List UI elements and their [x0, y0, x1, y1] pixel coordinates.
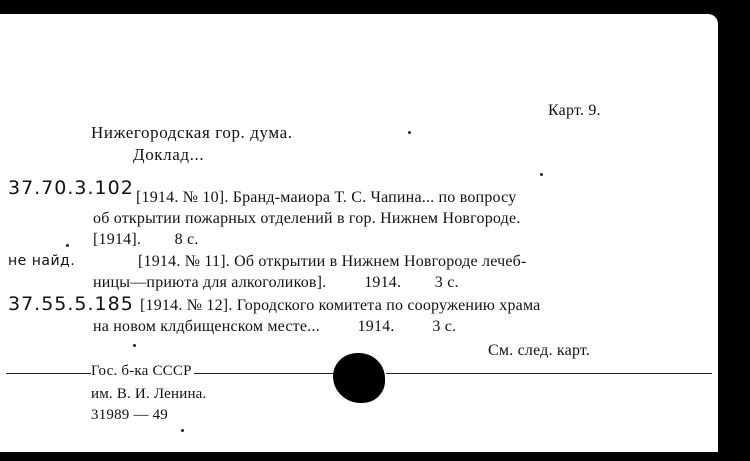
library-stamp-line-2: им. В. И. Ленина. [91, 386, 207, 402]
right-rule [386, 373, 712, 374]
speck [408, 131, 411, 134]
entry-1-line-2: об открытии пожарных отделений в гор. Нижнем Новгороде. [93, 210, 521, 227]
speck [66, 244, 69, 247]
author-heading: Нижегородская гор. дума. [91, 123, 293, 142]
entry-3-line-2: на новом клдбищенском месте... 1914. 3 с. [93, 318, 457, 335]
entry-2-line-1: [1914. № 11]. Об открытии в Нижнем Новгороде лечеб- [138, 253, 527, 270]
entry-1-line-3: [1914]. 8 с. [93, 231, 199, 248]
shelf-mark-2: не найд. [8, 253, 76, 269]
entry-2-line-2: ницы—приюта для алкоголиков]. 1914. 3 с. [93, 274, 459, 291]
speck [540, 173, 543, 176]
library-stamp-line-3: 31989 — 49 [91, 407, 168, 423]
library-stamp-line-1: Гос. б-ка СССР [91, 363, 192, 379]
ink-blot [333, 353, 385, 403]
see-next-card: См. след. карт. [488, 342, 591, 359]
card-number: Карт. 9. [548, 102, 601, 119]
speck [133, 344, 136, 347]
speck [181, 429, 184, 432]
shelf-mark-3: 37.55.5.185 [8, 293, 134, 315]
entry-1-line-1: [1914. № 10]. Бранд-маиора Т. С. Чапина... по вопросу [136, 189, 517, 206]
title-heading: Доклад... [133, 145, 205, 164]
shelf-mark-1: 37.70.3.102 [8, 177, 134, 199]
entry-3-line-1: [1914. № 12]. Городского комитета по сооружению храма [140, 297, 541, 314]
